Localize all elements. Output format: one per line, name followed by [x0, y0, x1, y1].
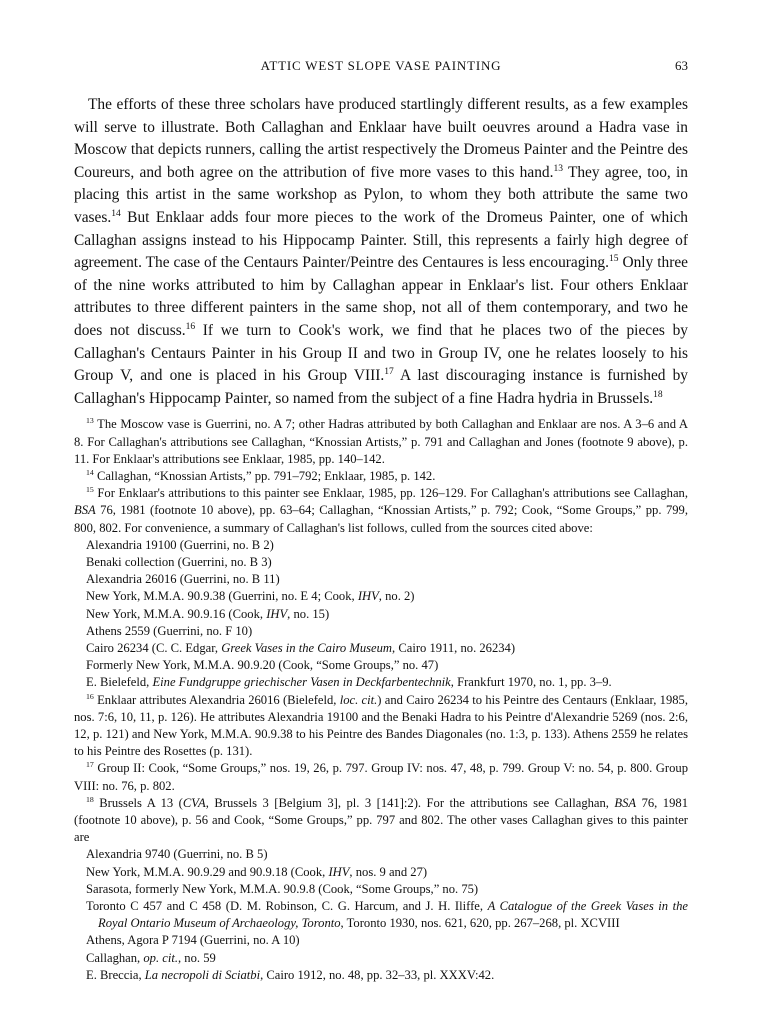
- list-item: Sarasota, formerly New York, M.M.A. 90.9.8 (Cook, “Some Groups,” no. 75): [86, 881, 479, 896]
- list-item-italic: Greek Vases in the Cairo Museum: [221, 640, 393, 655]
- running-head: [74, 58, 688, 76]
- list-item: [74, 950, 688, 967]
- running-title: ATTIC WEST SLOPE VASE PAINTING: [260, 58, 502, 73]
- footnote-text: Enklaar attributes Alexandria 26016 (Bielefeld,: [93, 692, 340, 707]
- footnote-15-list: [74, 537, 688, 692]
- page-number: 63: [675, 58, 688, 73]
- list-item-text: , Toronto 1930, nos. 621, 620, pp. 267–268, pl. XCVIII: [340, 916, 620, 931]
- list-item: [74, 864, 688, 881]
- list-item: [74, 967, 688, 984]
- footnote-16: [74, 692, 688, 761]
- footnote-18: [74, 795, 688, 847]
- page: [74, 58, 688, 984]
- body-text: But Enklaar adds four more pieces to the work of the Dromeus Painter, one of which Callaghan assigns instead to his Hippocamp Painter. Still, this represents a fairly high degree of agreement. The case of the Centaurs Painter/Peintre des Centaures is less encouraging.: [74, 208, 688, 272]
- footnote-italic: BSA: [614, 795, 637, 810]
- list-item: [74, 606, 688, 623]
- footnote-text: 76, 1981 (footnote 10 above), p. 56 and Cook, “Some Groups,” pp. 797 and 802. The other vases Callaghan gives to this painter are: [74, 795, 688, 845]
- list-item-italic: La necropoli di Sciatbi: [144, 967, 261, 982]
- footnote-ref-18[interactable]: 18: [653, 388, 663, 400]
- footnote-ref-13[interactable]: 13: [553, 162, 563, 174]
- list-item: [74, 588, 688, 605]
- footnote-ref-17[interactable]: 17: [384, 366, 394, 377]
- footnote-14: [74, 468, 688, 485]
- body-text: They agree, too, in placing this artist in the same workshop as Pylon, to whom they both attribute the same two vases.: [74, 163, 688, 226]
- footnote-13: [74, 416, 688, 468]
- footnote-15: [74, 485, 688, 537]
- list-item-text: , Frankfurt 1970, no. 1, pp. 3–9.: [450, 675, 612, 690]
- list-item: Athens 2559 (Guerrini, no. F 10): [86, 623, 253, 638]
- list-item-text: New York, M.M.A. 90.9.29 and 90.9.18 (Cook,: [86, 864, 329, 879]
- footnote-italic: loc. cit.: [339, 692, 378, 707]
- footnote-text: Group II: Cook, “Some Groups,” nos. 19, 26, p. 797. Group IV: nos. 47, 48, p. 799. Group V: no. 54, p. 800. Group VIII: no. 76, p. 802.: [74, 761, 688, 793]
- list-item-text: , no. 59: [178, 950, 216, 965]
- list-item-italic: Eine Fundgruppe griechischer Vasen in Deckfarbentechnik: [152, 675, 451, 690]
- list-item: [74, 674, 688, 691]
- footnote-text: The Moscow vase is Guerrini, no. A 7; other Hadras attributed by both Callaghan and Enklaar are nos. A 3–6 and A 8. For Callaghan's attributions see Callaghan, “Knossian Artists,” p. 791 and Callaghan and Jones (footnote 9 above), p. 11. For Enklaar's attributions see Enklaar, 1985, pp. 140–142.: [74, 417, 688, 466]
- body-text: Only three of the nine works attributed to him by Callaghan appear in Enklaar's list. Four others Enklaar attributes to three different painters in the same shop, not all of them contemporary, and two he does not discuss.: [74, 254, 688, 339]
- list-item-text: Cairo 26234 (C. C. Edgar,: [86, 640, 222, 655]
- list-item-text: E. Bielefeld,: [86, 675, 153, 690]
- list-item: Alexandria 26016 (Guerrini, no. B 11): [86, 572, 280, 587]
- list-item: Formerly New York, M.M.A. 90.9.20 (Cook, “Some Groups,” no. 47): [86, 658, 439, 673]
- footnote-number: 16: [86, 691, 94, 701]
- footnote-number: 17: [86, 760, 94, 770]
- footnote-text: For Enklaar's attributions to this painter see Enklaar, 1985, pp. 126–129. For Callaghan's attributions see Callaghan,: [93, 486, 688, 501]
- footnote-italic: BSA: [74, 503, 96, 518]
- footnote-17: [74, 760, 688, 794]
- list-item-italic: op. cit.: [143, 950, 178, 965]
- list-item-text: New York, M.M.A. 90.9.16 (Cook,: [86, 606, 267, 621]
- list-item-text: Toronto C 457 and C 458 (D. M. Robinson, C. G. Harcum, and J. H. Iliffe,: [86, 899, 488, 913]
- list-item-italic: A Catalogue of the Greek Vases in the Royal Ontario Museum of Archaeology, Toronto: [98, 899, 688, 931]
- body-paragraph: [74, 94, 688, 410]
- footnote-number: 13: [86, 416, 94, 426]
- list-item-text: , no. 15): [287, 606, 330, 621]
- footnote-number: 15: [86, 484, 94, 494]
- list-item-text: New York, M.M.A. 90.9.38 (Guerrini, no. E 4; Cook,: [86, 589, 358, 604]
- list-item-italic: IHV: [266, 606, 288, 621]
- footnote-text: Callaghan, “Knossian Artists,” pp. 791–792; Enklaar, 1985, p. 142.: [93, 468, 436, 483]
- list-item-text: , nos. 9 and 27): [349, 864, 428, 879]
- list-item-text: , no. 2): [378, 589, 415, 604]
- list-item-text: E. Breccia,: [86, 967, 145, 982]
- list-item: [74, 640, 688, 657]
- footnote-ref-16[interactable]: 16: [185, 320, 196, 332]
- list-item: [74, 898, 688, 932]
- footnote-number: 14: [86, 467, 94, 477]
- list-item-text: Callaghan,: [86, 950, 144, 965]
- list-item-italic: IHV: [328, 864, 350, 879]
- body-text: If we turn to Cook's work, we find that he places two of the pieces by Callaghan's Centaurs Painter in his Group II and two in Group IV, one he relates loosely to his Group V, and one is placed in his Group VIII.: [74, 321, 689, 385]
- footnote-text: ) and Cairo 26234 to his Peintre des Centaurs (Enklaar, 1985, nos. 7:6, 10, 11, p. 126). He attributes Alexandria 19100 and the Benaki Hadra to his Peintre d'Alexandrie 5269 (nos. 2:6, 12, p. 121) and New York, M.M.A. 90.9.38 to his Peintre des Bandes Diagonales (no. 1:3, p. 133). Athens 2559 he relates to his Peintre des Rosettes (p. 131).: [74, 692, 688, 759]
- body-text: The efforts of these three scholars have produced startlingly different results, as a few examples will serve to illustrate. Both Callaghan and Enklaar have built oeuvres around a Hadra vase in Moscow that depicts runners, calling the artist respectively the Dromeus Painter and the Peintre des Coureurs, and both agree on the attribution of five more vases to this hand.: [74, 96, 688, 181]
- footnote-number: 18: [86, 794, 94, 804]
- footnote-text: 76, 1981 (footnote 10 above), pp. 63–64; Callaghan, “Knossian Artists,” p. 792; Cook, “Some Groups,” pp. 799, 800, 802. For convenience, a summary of Callaghan's list follows, culled from the sources cited above:: [74, 503, 688, 535]
- footnote-italic: CVA: [182, 795, 206, 810]
- list-item-text: , Cairo 1911, no. 26234): [392, 640, 516, 655]
- list-item-text: , Cairo 1912, no. 48, pp. 32–33, pl. XXXV:42.: [260, 967, 495, 982]
- list-item: Benaki collection (Guerrini, no. B 3): [86, 554, 272, 569]
- list-item-italic: IHV: [357, 589, 379, 604]
- footnote-ref-14[interactable]: 14: [111, 207, 121, 219]
- footnote-ref-15[interactable]: 15: [608, 253, 619, 265]
- list-item: Athens, Agora P 7194 (Guerrini, no. A 10): [86, 933, 300, 948]
- footnote-18-list: [74, 846, 688, 984]
- list-item: Alexandria 9740 (Guerrini, no. B 5): [86, 847, 268, 862]
- footnote-text: , Brussels 3 [Belgium 3], pl. 3 [141]:2). For the attributions see Callaghan,: [205, 795, 615, 810]
- footnote-text: Brussels A 13 (: [93, 795, 183, 810]
- list-item: Alexandria 19100 (Guerrini, no. B 2): [86, 537, 274, 552]
- body-text: A last discouraging instance is furnished by Callaghan's Hippocamp Painter, so named from the subject of a fine Hadra hydria in Brussels.: [74, 367, 688, 407]
